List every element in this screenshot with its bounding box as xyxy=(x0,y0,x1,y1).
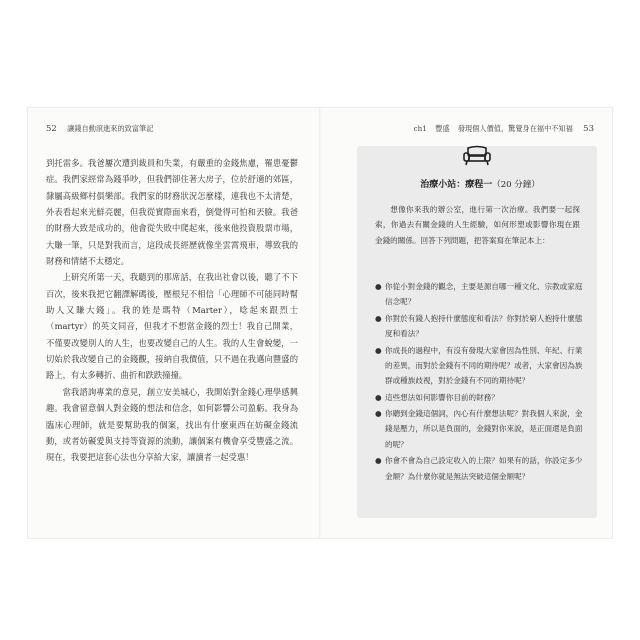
body-paragraph: 當我諮詢專業的意見，創立安美城心，我開始對金錢心理學感興趣。我會留意個人對金錢的想法和信念，如何影響公司盈虧。我身為臨床心理師，就是要幫助我的個案，找出有什麼東西在妨礙金錢流動，或者妨礙愛與支持等資源的流動，讓個案有機會享受豐盛之流。現在，我要把這套心法也分享給大家，讓讀者一起受惠！ xyxy=(46,386,298,463)
therapy-box-heading: 治療小站：療程一 xyxy=(420,180,493,190)
list-item xyxy=(375,453,583,484)
list-item xyxy=(375,279,583,310)
question-text: 你成長的過程中，有沒有發現大家會因為性別、年紀、行業的差異，而對於金錢有不同的期待呢？或者，大家會因為族群或種族歧視，對於金錢有不同的期待呢？ xyxy=(385,345,583,386)
left-page-header xyxy=(46,124,153,134)
question-list xyxy=(375,279,583,485)
list-item xyxy=(375,343,583,389)
right-page-header xyxy=(414,124,594,134)
left-page-number: 52 xyxy=(46,124,57,134)
body-paragraph: 到托雷多。我爸屢次遭到裁員和失業，有嚴重的金錢焦慮，罹患憂鬱症。我們家經常為錢爭吵，但我們卻住著大房子，位於舒適的郊區，隸屬高級鄉村俱樂部。我們家的財務狀況怎麼樣，連我也不太清楚，外表看起來光鮮亮麗，但我從實際面來看，倒覺得可怕和丟臉。我爸的財務大致是成功的，他會從失敗中爬起來，後來他投資股票市場，大賺一筆，只是對我而言，這段成長經歷就像坐雲霄飛車，導致我的財務和情緒不太穩定。 xyxy=(46,158,298,267)
question-text: 這些想法如何影響你目前的財務？ xyxy=(385,392,499,402)
right-page-number: 53 xyxy=(583,124,594,134)
right-running-title: 發現個人價值，驚覺身在福中不知福 xyxy=(457,124,573,133)
therapy-box-duration: （20 分鐘） xyxy=(492,180,540,190)
question-text: 你對於有錢人抱持什麼態度和看法？你對於窮人抱持什麼態度和看法？ xyxy=(385,313,583,339)
list-item xyxy=(375,406,583,452)
bullet-icon: ● xyxy=(375,392,382,402)
chapter-label: ch1 xyxy=(413,124,427,133)
question-text: 你會不會為自己設定收入的上限？如果有的話，你設定多少金額？為什麼你就是無法突破這個金額呢？ xyxy=(385,456,583,481)
left-page-body xyxy=(46,155,298,466)
bullet-icon: ● xyxy=(375,456,382,466)
therapy-box-content xyxy=(357,146,597,518)
bullet-icon: ● xyxy=(375,409,382,419)
list-item xyxy=(375,311,583,342)
bullet-icon: ● xyxy=(375,313,382,323)
section-label: 豐盛 xyxy=(435,124,450,133)
book-gutter xyxy=(319,108,321,538)
therapy-box-intro: 想像你來我的辦公室，進行第一次治療。我們要一起探索，你過去有關金錢的人生經驗，如何形塑或影響你現在跟金錢的關係。回答下列問題，把答案寫在筆記本上： xyxy=(375,205,580,245)
left-running-title: 讓錢自動滾進來的致富筆記 xyxy=(67,124,154,133)
bullet-icon: ● xyxy=(375,282,382,291)
question-text: 你聽到金錢這個詞，內心有什麼想法呢？對我個人來說，金錢是壓力，所以是負面的，金錢對你來說，是正面還是負面的呢？ xyxy=(385,409,583,449)
bullet-icon: ● xyxy=(375,345,382,355)
question-text: 你從小對金錢的觀念，主要是源自哪一種文化、宗教或家庭信念呢？ xyxy=(385,282,583,307)
list-item xyxy=(375,390,583,405)
body-paragraph: 上研究所第一天，我聽到的那席話，在我出社會以後，聽了不下百次，後來我把它翻譯解碼後，壓根兒不相信「心理師不可能同時幫助人又賺大錢」。我的姓是瑪特（Marter），唸起來跟烈士（martyr）的英文同音，但我才不想當金錢的烈士！我自己開業，不僅要改變別人的人生，也要改變自己的人生。我的人生會蛻變，一切始於我改變自己的金錢觀，接納自我價值，只不過在我邁向豐盛的路上，有太多轉折、曲折和跌跌撞撞。 xyxy=(46,272,298,381)
